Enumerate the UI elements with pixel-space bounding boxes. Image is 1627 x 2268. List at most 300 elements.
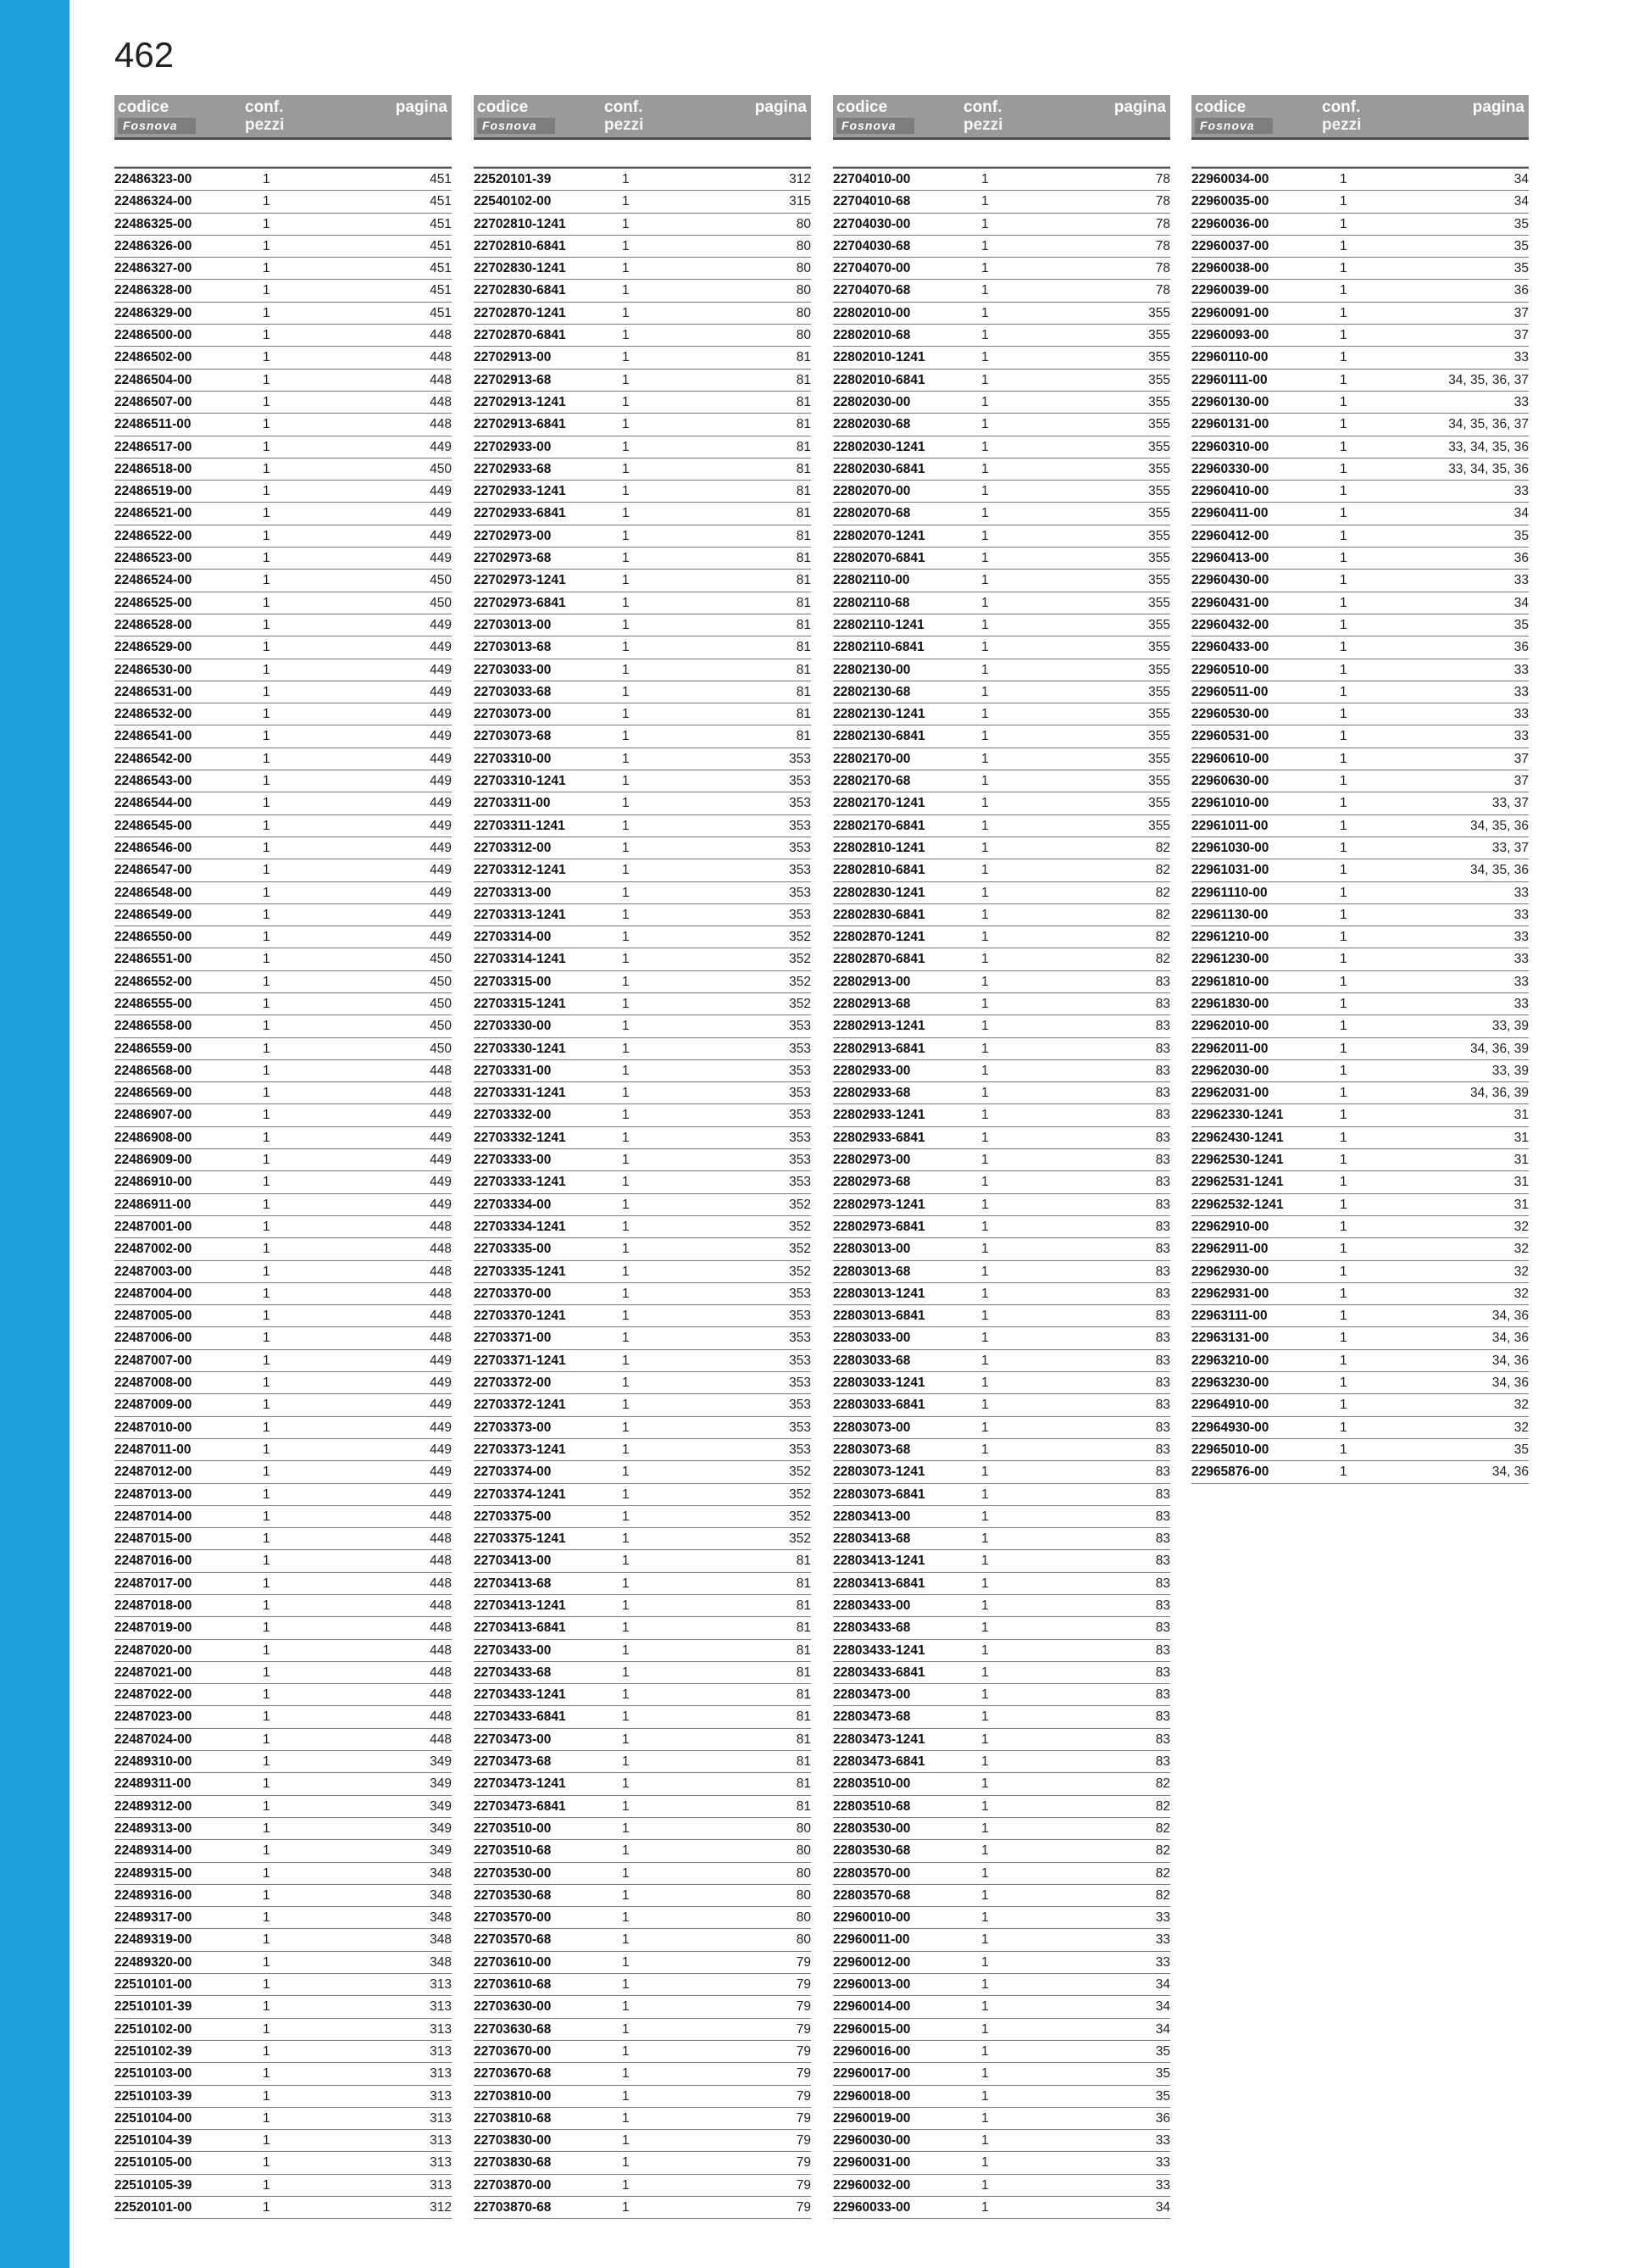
pack-quantity: 1 [981,2177,989,2193]
product-code: 22965876-00 [1191,1465,1269,1480]
pack-quantity: 1 [622,1620,630,1636]
table-row [833,1706,1170,1728]
page-reference: 34 [1513,194,1529,209]
page-reference: 81 [796,1576,811,1591]
product-code: 22960018-00 [833,2088,911,2104]
product-code: 22960310-00 [1191,439,1269,454]
pack-quantity: 1 [622,1732,630,1747]
product-code: 22963230-00 [1191,1376,1269,1391]
table-row [833,2175,1170,2197]
pack-quantity: 1 [981,1353,989,1368]
pack-quantity: 1 [622,1977,630,1993]
product-code: 22802110-00 [833,573,910,588]
table-row [833,1617,1170,1639]
pack-quantity: 1 [981,172,989,186]
page-reference: 448 [430,394,452,409]
pack-quantity: 1 [263,662,270,677]
pack-quantity: 1 [263,640,270,655]
table-row [1191,659,1529,681]
product-code: 22704030-68 [833,238,911,253]
table-row [474,1194,811,1216]
pack-quantity: 1 [981,439,989,454]
product-code: 22486544-00 [114,796,192,811]
table-row [474,2108,811,2130]
table-row [474,1216,811,1238]
page-reference: 353 [789,1442,811,1457]
table-row [1191,681,1529,703]
table-row [474,1461,811,1483]
table-row [474,1640,811,1662]
pack-quantity: 1 [622,1286,630,1301]
page-reference: 348 [430,1865,452,1881]
pack-quantity: 1 [981,595,989,610]
product-code: 22803433-68 [833,1620,911,1636]
page-reference: 82 [1155,1843,1170,1859]
table-row [833,1171,1170,1193]
product-code: 22803413-6841 [833,1576,925,1591]
product-code: 22802010-1241 [833,350,925,365]
header-code-label: codice [477,98,529,116]
table-row [474,169,811,191]
page-reference: 81 [796,372,811,387]
product-code: 22803473-6841 [833,1754,925,1770]
pack-quantity: 1 [1340,1331,1347,1346]
product-code: 22960033-00 [833,2200,911,2215]
product-code: 22803033-00 [833,1331,911,1346]
table-row [474,459,811,481]
product-code: 22965010-00 [1191,1442,1269,1457]
pack-quantity: 1 [263,2200,270,2215]
page-reference: 353 [789,774,811,789]
table-row [833,1773,1170,1795]
product-code: 22960412-00 [1191,528,1269,543]
product-code: 22703033-00 [474,662,552,677]
product-code: 22510103-00 [114,2066,192,2082]
header-spacer [474,140,811,167]
pack-quantity: 1 [263,1554,270,1569]
pack-quantity: 1 [981,907,989,922]
table-row [833,882,1170,904]
page-reference: 81 [796,640,811,655]
product-code: 22489316-00 [114,1887,192,1903]
pack-quantity: 1 [622,2043,630,2059]
header-code-label: codice [1195,98,1247,116]
table-row [474,1595,811,1617]
product-code: 22703830-68 [474,2155,552,2171]
page-reference: 81 [796,662,811,677]
pack-quantity: 1 [1340,238,1347,253]
pack-quantity: 1 [622,1887,630,1903]
table-row [1191,815,1529,837]
table-row [833,1149,1170,1171]
pack-quantity: 1 [1340,1309,1347,1324]
page-reference: 82 [1155,907,1170,922]
table-row [1191,503,1529,525]
page-reference: 355 [1148,640,1170,655]
page-reference: 33 [1155,1954,1170,1970]
table-row [833,2152,1170,2174]
table-row [474,436,811,459]
header-page-label: pagina [1113,98,1166,116]
product-code: 22510105-39 [114,2177,192,2193]
table-row [114,1528,452,1550]
product-code: 22703473-1241 [474,1776,566,1792]
pack-quantity: 1 [1340,707,1347,722]
pack-quantity: 1 [263,1353,270,1368]
product-code: 22702973-00 [474,528,552,543]
table-row [114,1796,452,1818]
table-row [474,1573,811,1595]
table-row [474,592,811,614]
table-row [474,570,811,592]
pack-quantity: 1 [981,372,989,387]
table-row [1191,214,1529,236]
page-reference: 353 [789,796,811,811]
page-reference: 352 [789,1264,811,1279]
product-code: 22962911-00 [1191,1242,1269,1257]
product-code: 22702913-6841 [474,417,566,432]
pack-quantity: 1 [263,2155,270,2171]
table-row [114,1818,452,1840]
pack-quantity: 1 [981,2155,989,2171]
pack-quantity: 1 [263,372,270,387]
pack-quantity: 1 [1340,172,1347,186]
page-reference: 33 [1513,974,1529,989]
side-accent-bar [0,0,69,2268]
table-row [474,1617,811,1639]
pack-quantity: 1 [263,1108,270,1123]
table-row [1191,1015,1529,1037]
page-reference: 33 [1155,1910,1170,1926]
page-reference: 353 [789,840,811,855]
table-row [833,1952,1170,1974]
page-reference: 448 [430,1665,452,1680]
page-reference: 83 [1155,1242,1170,1257]
pack-quantity: 1 [981,707,989,722]
table-row [114,1729,452,1751]
product-code: 22803433-6841 [833,1665,925,1680]
product-code: 22702913-68 [474,372,552,387]
table-row [474,1238,811,1260]
product-code: 22960511-00 [1191,684,1269,699]
page-reference: 313 [430,2110,452,2126]
product-code: 22803033-6841 [833,1398,925,1413]
pack-quantity: 1 [1340,1286,1347,1301]
table-row [474,525,811,548]
page-reference: 451 [430,172,452,186]
page-reference: 450 [430,974,452,989]
pack-quantity: 1 [981,1977,989,1993]
table-row [474,1550,811,1572]
table-row [474,1952,811,1974]
page-reference: 449 [430,863,452,878]
page-reference: 450 [430,996,452,1011]
page-reference: 353 [789,1420,811,1435]
table-row [114,1550,452,1572]
table-row [833,1194,1170,1216]
product-code: 22962031-00 [1191,1086,1269,1101]
pack-quantity: 1 [263,1665,270,1680]
brand-logo: Fosnova [118,118,196,134]
product-code: 22703870-68 [474,2200,552,2215]
product-code: 22489320-00 [114,1954,192,1970]
product-code: 22703610-68 [474,1977,552,1993]
pack-quantity: 1 [622,1687,630,1703]
product-code: 22802070-6841 [833,551,925,566]
page-reference: 81 [796,1709,811,1725]
page-reference: 313 [430,1999,452,2015]
pack-quantity: 1 [1340,1264,1347,1279]
pack-quantity: 1 [263,1887,270,1903]
product-code: 22486532-00 [114,707,192,722]
pack-quantity: 1 [263,461,270,476]
table-row [114,2041,452,2063]
page-reference: 32 [1513,1264,1529,1279]
product-code: 22703510-00 [474,1821,552,1836]
page-reference: 312 [789,172,811,186]
product-code: 22703312-1241 [474,863,566,878]
table-row [833,414,1170,436]
product-code: 22802933-1241 [833,1108,925,1123]
product-code: 22703330-00 [474,1019,552,1034]
table-row [114,303,452,325]
pack-quantity: 1 [981,1643,989,1658]
pack-quantity: 1 [1340,729,1347,744]
table-row [833,770,1170,792]
page-reference: 35 [1155,2088,1170,2104]
page-reference: 36 [1513,640,1529,655]
pack-quantity: 1 [1340,796,1347,811]
product-code: 22802110-68 [833,595,910,610]
pack-quantity: 1 [1340,1041,1347,1056]
pack-quantity: 1 [622,1798,630,1814]
page-reference: 83 [1155,1643,1170,1658]
pack-quantity: 1 [981,1420,989,1435]
page-reference: 355 [1148,305,1170,320]
pack-quantity: 1 [1340,751,1347,766]
table-row [474,303,811,325]
page-reference: 78 [1155,216,1170,231]
table-row [474,280,811,302]
pack-quantity: 1 [981,1776,989,1792]
page-reference: 81 [796,394,811,409]
product-code: 22803073-68 [833,1442,911,1457]
table-row [833,725,1170,748]
product-code: 22703570-68 [474,1932,552,1948]
page-reference: 33 [1513,662,1529,677]
page-reference: 349 [430,1843,452,1859]
page-reference: 313 [430,2021,452,2037]
page-reference: 355 [1148,506,1170,521]
header-code-label: codice [118,98,169,116]
page-reference: 83 [1155,1398,1170,1413]
product-code: 22703433-00 [474,1643,552,1658]
page-reference: 451 [430,238,452,253]
pack-quantity: 1 [1340,1175,1347,1190]
product-code: 22803013-6841 [833,1309,925,1324]
table-row [833,503,1170,525]
product-code: 22487018-00 [114,1598,192,1613]
page-reference: 353 [789,1175,811,1190]
table-row [474,882,811,904]
pack-quantity: 1 [622,328,630,343]
page-reference: 81 [796,707,811,722]
table-row [114,1506,452,1528]
pack-quantity: 1 [622,684,630,699]
product-code: 22802030-1241 [833,439,925,454]
page-reference: 83 [1155,996,1170,1011]
product-code: 22803510-68 [833,1798,911,1814]
pack-quantity: 1 [263,707,270,722]
table-row [114,1684,452,1706]
table-row [114,1617,452,1639]
pack-quantity: 1 [263,2177,270,2193]
table-row [1191,392,1529,414]
page-reference: 448 [430,1554,452,1569]
page-reference: 355 [1148,350,1170,365]
product-code: 22960014-00 [833,1999,911,2015]
pack-quantity: 1 [263,2066,270,2082]
page-reference: 449 [430,1442,452,1457]
product-code: 22802070-1241 [833,528,925,543]
product-code: 22960013-00 [833,1977,911,1993]
page-reference: 352 [789,952,811,967]
table-row [1191,414,1529,436]
table-row [833,948,1170,970]
product-code: 22703311-00 [474,796,551,811]
page-reference: 449 [430,907,452,922]
pack-quantity: 1 [981,2043,989,2059]
pack-quantity: 1 [263,1331,270,1346]
product-code: 22964930-00 [1191,1420,1269,1435]
table-row [114,971,452,993]
table-row [1191,1372,1529,1394]
table-row [474,2130,811,2152]
pack-quantity: 1 [263,1932,270,1948]
table-row [474,926,811,948]
table-row [114,1350,452,1372]
product-code: 22703373-00 [474,1420,552,1435]
pack-quantity: 1 [263,1086,270,1101]
table-row [474,548,811,570]
page-reference: 313 [430,2133,452,2148]
pack-quantity: 1 [263,1954,270,1970]
table-row [474,1082,811,1104]
page-reference: 33 [1513,684,1529,699]
page-reference: 83 [1155,1754,1170,1770]
table-row [114,993,452,1015]
table-row [114,636,452,659]
page-reference: 81 [796,1754,811,1770]
page-reference: 448 [430,1732,452,1747]
pack-quantity: 1 [622,261,630,276]
product-code: 22961210-00 [1191,930,1269,945]
pack-quantity: 1 [981,417,989,432]
table-row [114,1885,452,1907]
product-code: 22703433-68 [474,1665,552,1680]
page-reference: 83 [1155,1197,1170,1212]
product-code: 22960432-00 [1191,617,1269,632]
table-row [474,681,811,703]
pack-quantity: 1 [981,1531,989,1547]
pack-quantity: 1 [263,1754,270,1770]
header-pezzi-label: pezzi [963,116,1003,134]
pack-quantity: 1 [263,283,270,298]
product-code: 22960330-00 [1191,461,1269,476]
product-code: 22702830-1241 [474,261,566,276]
pack-quantity: 1 [981,974,989,989]
pack-quantity: 1 [1340,417,1347,432]
product-code: 22703510-68 [474,1843,552,1859]
page-reference: 349 [430,1821,452,1836]
pack-quantity: 1 [1340,372,1347,387]
pack-quantity: 1 [263,1264,270,1279]
product-code: 22510104-39 [114,2133,192,2148]
pack-quantity: 1 [263,2043,270,2059]
table-row [1191,1194,1529,1216]
table-row [114,1372,452,1394]
pack-quantity: 1 [1340,595,1347,610]
product-code: 22961130-00 [1191,907,1269,922]
product-code: 22486521-00 [114,506,192,521]
product-code: 22960610-00 [1191,751,1269,766]
product-code: 22960011-00 [833,1932,910,1948]
pack-quantity: 1 [1340,439,1347,454]
table-row [114,1060,452,1082]
page-reference: 33, 39 [1491,1019,1529,1034]
product-code: 22486546-00 [114,840,192,855]
pack-quantity: 1 [263,751,270,766]
product-code: 22961110-00 [1191,885,1268,900]
page-reference: 449 [430,729,452,744]
page-reference: 34, 36 [1491,1309,1529,1324]
table-row [474,325,811,347]
table-row [474,993,811,1015]
table-row [114,1773,452,1795]
product-code: 22510104-00 [114,2110,192,2126]
page-reference: 83 [1155,1219,1170,1234]
product-code: 22803413-00 [833,1509,911,1524]
product-code: 22802010-68 [833,328,911,343]
page-reference: 35 [1155,2043,1170,2059]
page-reference: 355 [1148,595,1170,610]
product-code: 22702810-6841 [474,238,566,253]
page-reference: 34 [1513,172,1529,186]
page-reference: 353 [789,1019,811,1034]
page-reference: 355 [1148,729,1170,744]
pack-quantity: 1 [1340,662,1347,677]
table-row [114,1171,452,1193]
page-reference: 80 [796,1843,811,1859]
page-reference: 79 [796,2021,811,2037]
page-reference: 83 [1155,1576,1170,1591]
table-row [114,614,452,636]
product-code: 22963111-00 [1191,1309,1268,1324]
product-code: 22486555-00 [114,996,192,1011]
pack-quantity: 1 [981,1754,989,1770]
pack-quantity: 1 [622,1932,630,1948]
page-reference: 34, 36, 39 [1470,1086,1529,1101]
page-reference: 353 [789,1130,811,1145]
product-code: 22486502-00 [114,350,192,365]
table-row [833,1127,1170,1149]
product-code: 22486909-00 [114,1153,192,1168]
page-reference: 449 [430,1465,452,1480]
pack-quantity: 1 [622,238,630,253]
table-row [1191,303,1529,325]
product-code: 22487021-00 [114,1665,192,1680]
product-code: 22803433-00 [833,1598,911,1613]
